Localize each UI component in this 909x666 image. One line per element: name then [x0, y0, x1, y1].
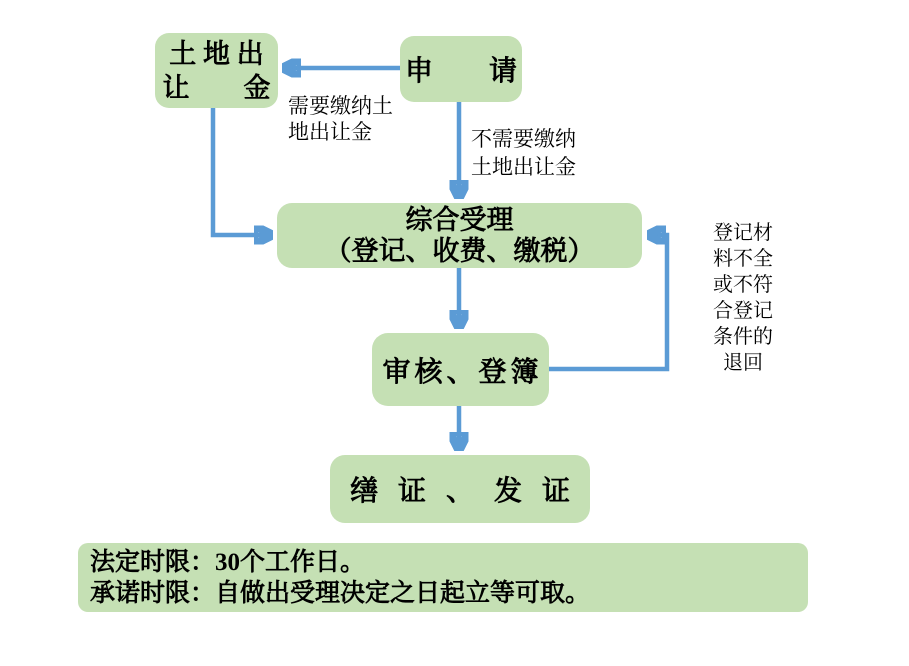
edge-label-return-line3: 或不符: [713, 274, 773, 296]
edge-label-return-incomplete-materials: [702, 220, 784, 376]
edge-label-return-line6: 退回: [723, 352, 763, 374]
node-application-label: 申 请: [404, 56, 517, 87]
node-comprehensive-acceptance: [277, 203, 642, 268]
footer-statutory-time-limit: 法定时限：30个工作日。: [90, 548, 366, 576]
node-review-and-record: [372, 333, 549, 406]
node-land-transfer-fee: [155, 33, 278, 108]
node-land-transfer-fee-label-line1: 土 地 出: [169, 38, 264, 69]
node-comprehensive-acceptance-label-line1: 综合受理: [405, 204, 514, 235]
edge-label-no-need-pay-line2: 土地出让金: [471, 155, 576, 179]
edge-label-return-line1: 登记材: [713, 222, 773, 244]
edge-label-need-pay-land-fee: [288, 93, 393, 145]
footer-time-limits: [78, 543, 808, 612]
node-review-and-record-label: 审核、登簿: [382, 356, 543, 388]
edge-label-return-line2: 料不全: [713, 248, 773, 270]
edge-label-return-line4: 合登记: [713, 300, 773, 322]
node-land-transfer-fee-label-line2: 让 金: [162, 72, 271, 103]
edge-label-no-need-pay-line1: 不需要缴纳: [471, 127, 576, 151]
edge-label-need-pay-line2: 地出让金: [288, 120, 372, 144]
node-prepare-and-issue-certificate-label: 缮证、发证: [350, 476, 591, 507]
arrow-land-fee-to-acceptance: [213, 107, 271, 235]
footer-promised-time-limit: 承诺时限：自做出受理决定之日起立等可取。: [90, 579, 591, 607]
edge-label-need-pay-line1: 需要缴纳土: [288, 94, 393, 118]
edge-label-return-line5: 条件的: [713, 326, 773, 348]
node-prepare-and-issue-certificate: [330, 455, 590, 523]
node-application: [400, 36, 522, 102]
node-comprehensive-acceptance-label-line2: （登记、收费、缴税）: [324, 235, 595, 266]
edge-label-no-need-pay-land-fee: [471, 125, 576, 181]
